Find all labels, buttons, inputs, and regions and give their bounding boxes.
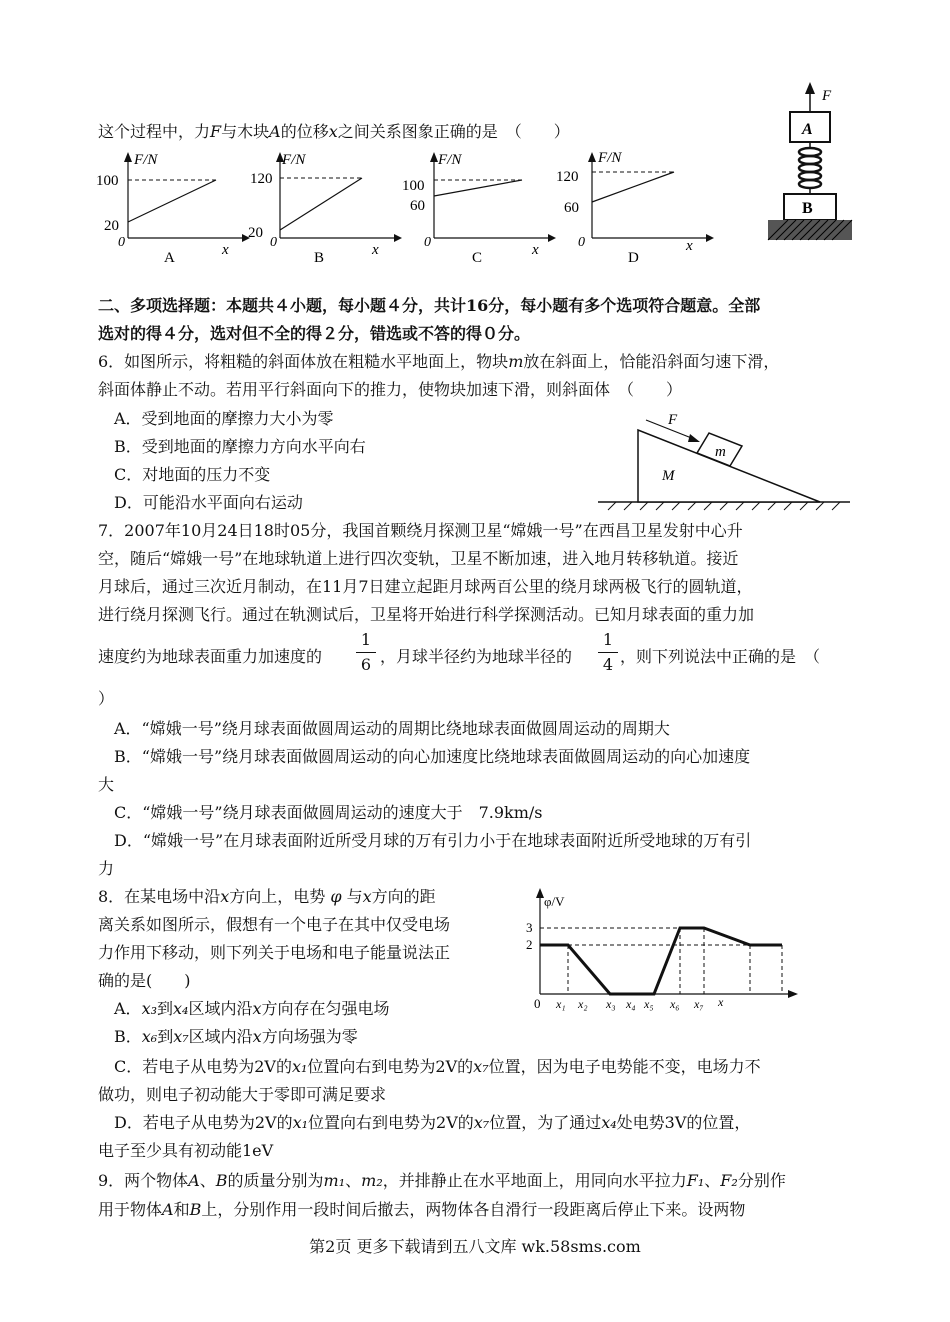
graph-d-bottom: 60 xyxy=(564,200,579,216)
q8-stem-line1: 8．在某电场中沿x方向上，电势 φ 与x方向的距 xyxy=(98,887,436,906)
graph-c-bottom: 60 xyxy=(410,198,425,214)
q8-option-d-line1: D．若电子从电势为2V的x₁位置向右到电势为2V的x₇位置，为了通过x₄处电势3V的位置， xyxy=(114,1113,751,1132)
q8-option-c-line2: 做功，则电子初动能大于零即可满足要求 xyxy=(98,1085,387,1104)
q7-stem-line5c: ，则下列说法中正确的是 （ xyxy=(620,647,821,666)
q8-tick-x7: x₇ xyxy=(694,997,704,1011)
q7-stem-line5b: ，月球半径约为地球半径的 xyxy=(380,647,573,666)
graph-d-origin: 0 xyxy=(578,235,585,250)
q7-stem-line4: 进行绕月探测飞行。通过在轨测试后，卫星将开始进行科学探测活动。已知月球表面的重力加 xyxy=(98,605,755,624)
graph-c-top: 100 xyxy=(402,178,425,194)
q8-tick-x5: x₅ xyxy=(644,997,654,1011)
q5-spring-figure xyxy=(760,80,860,250)
q8-stem-line2: 离关系如图所示，假想有一个电子在其中仅受电场 xyxy=(98,915,451,934)
q6-block-label: m xyxy=(715,444,726,460)
q8-tick-x4: x₄ xyxy=(626,997,636,1011)
q5-graph-c xyxy=(398,150,558,268)
q8-origin: 0 xyxy=(534,996,541,1011)
q8-potential-graph xyxy=(520,886,800,1014)
q8-stem-line4: 确的是( ) xyxy=(98,971,191,990)
section2-heading-line2: 选对的得４分，选对但不全的得２分，错选或不答的得０分。 xyxy=(98,324,531,343)
spring-block-b-label: B xyxy=(802,200,813,217)
q7-stem-line3: 月球后，通过三次近月制动，在11月7日建立起距月球两百公里的绕月球两极飞行的圆轨道， xyxy=(98,577,753,596)
q8-tick-x1: x₁ xyxy=(556,997,566,1011)
q8-option-c-line1: C．若电子从电势为2V的x₁位置向右到电势为2V的x₇位置，因为电子电势能不变，电场力不 xyxy=(114,1057,761,1076)
graph-b-ylabel: F/N xyxy=(282,152,306,168)
q6-wedge-label: M xyxy=(662,468,675,484)
graph-c-xlabel: x xyxy=(532,242,539,258)
q7-fraction-1: 1 6 xyxy=(356,630,376,675)
q7-option-c: C．“嫦娥一号”绕月球表面做圆周运动的速度大于 7.9km/s xyxy=(114,803,543,822)
graph-c-ylabel: F/N xyxy=(438,152,462,168)
graph-a-ylabel: F/N xyxy=(134,152,158,168)
section2-heading-line1: 二、多项选择题：本题共４小题，每小题４分，共计16分，每小题有多个选项符合题意。全部 xyxy=(98,296,761,315)
q8-ylabel: φ/V xyxy=(544,894,565,909)
q6-stem-line1: 6．如图所示，将粗糙的斜面体放在粗糙水平地面上，物块m放在斜面上，恰能沿斜面匀速下滑， xyxy=(98,352,780,371)
q5-graph-b xyxy=(244,150,404,268)
graph-d-top: 120 xyxy=(556,169,579,185)
q6-force-label: F xyxy=(668,412,678,428)
q7-option-b-line2: 大 xyxy=(98,775,115,794)
q6-stem-line2: 斜面体静止不动。若用平行斜面向下的推力，使物块加速下滑，则斜面体 （ ） xyxy=(98,380,683,399)
q6-incline-figure xyxy=(594,408,854,512)
q9-stem-line1: 9．两个物体A、B的质量分别为m₁、m₂，并排静止在水平地面上，用同向水平拉力F₁、F₂分别作 xyxy=(98,1171,786,1190)
q5-graph-d xyxy=(556,150,716,268)
graph-a-origin: 0 xyxy=(118,235,125,250)
q8-stem-line3: 力作用下移动，则下列关于电场和电子能量说法正 xyxy=(98,943,451,962)
q7-stem-line2: 空，随后“嫦娥一号”在地球轨道上进行四次变轨，卫星不断加速，进入地月转移轨道。接近 xyxy=(98,549,739,568)
q8-y2: 2 xyxy=(526,937,533,952)
q8-tick-x6: x₆ xyxy=(670,997,680,1011)
graph-b-label: B xyxy=(314,250,325,266)
q8-option-d-line2: 电子至少具有初动能1eV xyxy=(98,1141,274,1160)
graph-a-label: A xyxy=(164,250,175,266)
graph-c-origin: 0 xyxy=(424,235,431,250)
q8-y3: 3 xyxy=(526,920,533,935)
graph-b-xlabel: x xyxy=(372,242,379,258)
q7-option-a: A．“嫦娥一号”绕月球表面做圆周运动的周期比绕地球表面做圆周运动的周期大 xyxy=(114,719,670,738)
graph-d-ylabel: F/N xyxy=(598,150,622,166)
q6-option-c: C．对地面的压力不变 xyxy=(114,465,271,484)
q7-stem-line6: ） xyxy=(98,689,115,708)
q5-graph-a xyxy=(92,150,252,268)
graph-b-bottom: 20 xyxy=(248,225,263,241)
q7-stem-line1: 7．2007年10月24日18时05分，我国首颗绕月探测卫星“嫦娥一号”在西昌卫星发射中心升 xyxy=(98,521,743,540)
q6-option-b: B．受到地面的摩擦力方向水平向右 xyxy=(114,437,366,456)
q9-stem-line2: 用于物体A和B上，分别作用一段时间后撤去，两物体各自滑行一段距离后停止下来。设两物 xyxy=(98,1200,746,1219)
graph-b-origin: 0 xyxy=(270,235,277,250)
q8-tick-x2: x₂ xyxy=(578,997,588,1011)
q6-option-a: A．受到地面的摩擦力大小为零 xyxy=(114,409,334,428)
graph-a-bottom: 20 xyxy=(104,218,119,234)
q7-option-d-line2: 力 xyxy=(98,859,115,878)
graph-c-label: C xyxy=(472,250,483,266)
spring-force-label: F xyxy=(822,88,832,104)
q6-option-d: D．可能沿水平面向右运动 xyxy=(114,493,303,512)
q8-tick-x3: x₃ xyxy=(606,997,616,1011)
q7-option-d-line1: D．“嫦娥一号”在月球表面附近所受月球的万有引力小于在地球表面附近所受地球的万有引 xyxy=(114,831,752,850)
q8-tick-x: x xyxy=(718,995,724,1009)
spring-block-a-label: A xyxy=(802,121,813,138)
graph-b-top: 120 xyxy=(250,171,273,187)
graph-a-xlabel: x xyxy=(222,242,229,258)
graph-d-label: D xyxy=(628,250,639,266)
q8-option-b: B．x₆到x₇区域内沿x方向场强为零 xyxy=(114,1027,358,1046)
graph-a-top: 100 xyxy=(96,173,119,189)
q8-option-a: A．x₃到x₄区域内沿x方向存在匀强电场 xyxy=(114,999,390,1018)
q7-stem-line5a: 速度约为地球表面重力加速度的 xyxy=(98,647,323,666)
page-footer: 第2页 更多下载请到五八文库 wk.58sms.com xyxy=(309,1237,641,1256)
q5-stem: 这个过程中，力F与木块A的位移x之间关系图象正确的是 （ ） xyxy=(98,122,570,141)
q7-fraction-2: 1 4 xyxy=(598,630,618,675)
q7-option-b-line1: B．“嫦娥一号”绕月球表面做圆周运动的向心加速度比绕地球表面做圆周运动的向心加速度 xyxy=(114,747,751,766)
graph-d-xlabel: x xyxy=(686,238,693,254)
